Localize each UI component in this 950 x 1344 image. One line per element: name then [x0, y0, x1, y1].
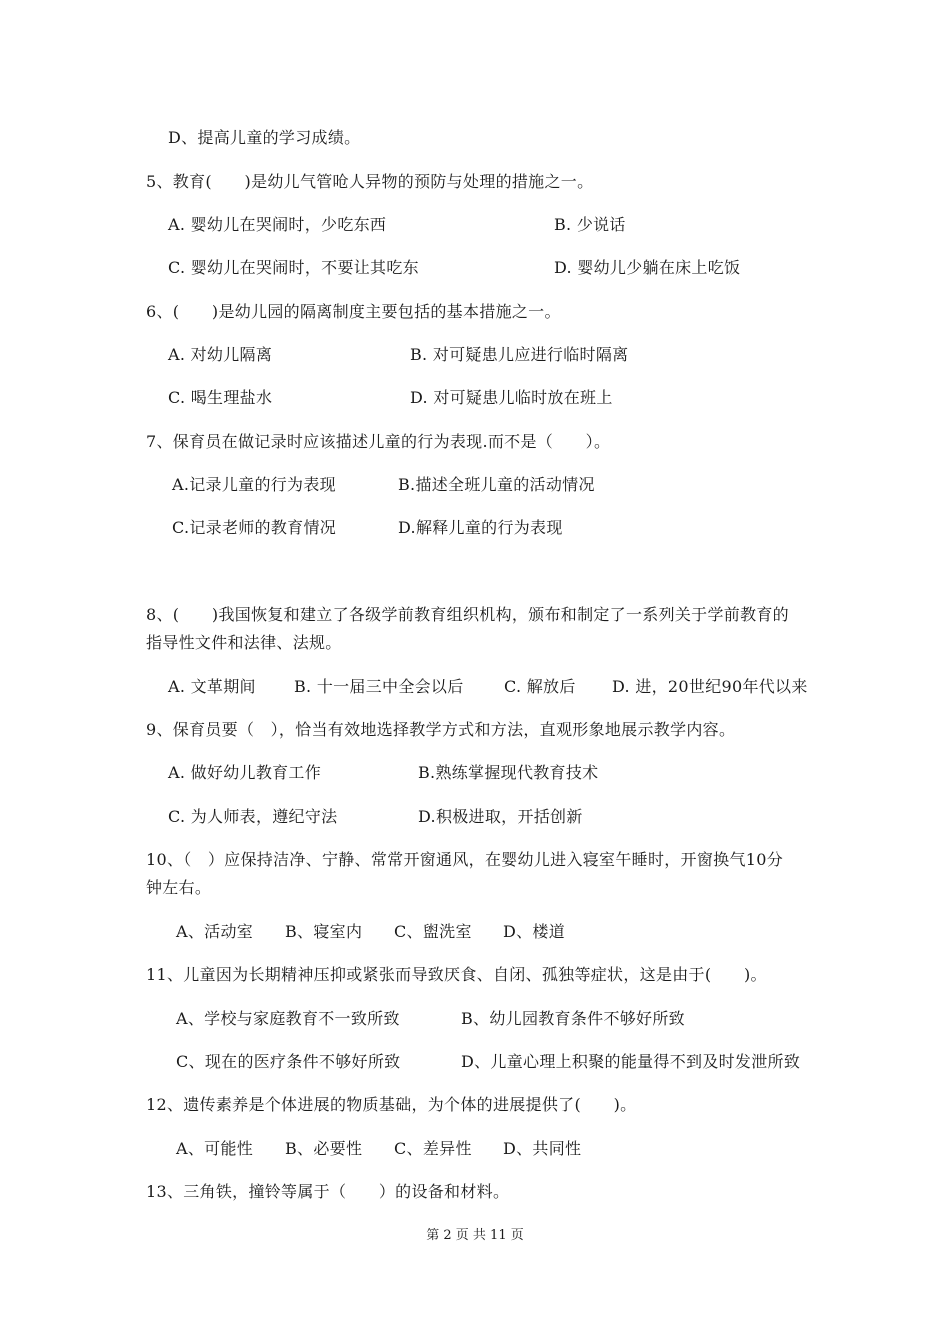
question-12: 12、遗传素养是个体进展的物质基础，为个体的进展提供了( )。: [146, 1095, 637, 1114]
question-6: 6、( )是幼儿园的隔离制度主要包括的基本措施之一。: [146, 302, 561, 321]
option-b-q6: B. 对可疑患儿应进行临时隔离: [410, 345, 629, 364]
option-a-q9: A. 做好幼儿教育工作: [168, 763, 322, 782]
option-a-q5: A. 婴幼儿在哭闹时，少吃东西: [168, 215, 387, 234]
option-b-q7: B.描述全班儿童的活动情况: [398, 475, 595, 494]
question-10-line-1: 10、（ ）应保持洁净、宁静、常常开窗通风，在婴幼儿进入寝室午睡时，开窗换气10分: [146, 850, 784, 869]
option-d-q7: D.解释儿童的行为表现: [398, 518, 563, 537]
option-d-q9: D.积极进取，开括创新: [418, 807, 583, 826]
option-a-q7: A.记录儿童的行为表现: [172, 475, 336, 494]
option-b-q5: B. 少说话: [554, 215, 626, 234]
option-c-q12: C、差异性: [394, 1139, 472, 1158]
option-d-q6: D. 对可疑患儿临时放在班上: [410, 388, 613, 407]
question-13: 13、三角铁，撞铃等属于（ ）的设备和材料。: [146, 1182, 510, 1201]
page-number-footer: 第 2 页 共 11 页: [426, 1228, 524, 1243]
option-d-q5: D. 婴幼儿少躺在床上吃饭: [554, 258, 741, 277]
option-a-q11: A、学校与家庭教育不一致所致: [176, 1009, 400, 1028]
option-c-q10: C、盥洗室: [394, 922, 472, 941]
question-11: 11、儿童因为长期精神压抑或紧张而导致厌食、自闭、孤独等症状，这是由于( )。: [146, 965, 767, 984]
option-c-q11: C、现在的医疗条件不够好所致: [176, 1052, 401, 1071]
option-d-q10: D、楼道: [503, 922, 566, 941]
question-8-line-1: 8、( )我国恢复和建立了各级学前教育组织机构，颁布和制定了一系列关于学前教育的: [146, 605, 789, 624]
option-a-q8: A. 文革期间: [168, 677, 256, 696]
option-c-q7: C.记录老师的教育情况: [172, 518, 337, 537]
option-a-q10: A、活动室: [176, 922, 254, 941]
option-b-q9: B.熟练掌握现代教育技术: [418, 763, 599, 782]
option-d-q8: D. 进，20世纪90年代以来: [612, 677, 808, 696]
option-b-q8: B. 十一届三中全会以后: [294, 677, 464, 696]
option-c-q6: C. 喝生理盐水: [168, 388, 273, 407]
option-d-q4: D、提高儿童的学习成绩。: [168, 128, 361, 147]
option-b-q12: B、必要性: [285, 1139, 363, 1158]
option-b-q10: B、寝室内: [285, 922, 363, 941]
option-b-q11: B、幼儿园教育条件不够好所致: [461, 1009, 685, 1028]
option-a-q6: A. 对幼儿隔离: [168, 345, 273, 364]
question-9: 9、保育员要（ ），恰当有效地选择教学方式和方法，直观形象地展示教学内容。: [146, 720, 736, 739]
question-7: 7、保育员在做记录时应该描述儿童的行为表现.而不是（ ）。: [146, 432, 611, 451]
option-d-q11: D、儿童心理上积聚的能量得不到及时发泄所致: [461, 1052, 801, 1071]
option-c-q8: C. 解放后: [504, 677, 576, 696]
option-c-q9: C. 为人师表，遵纪守法: [168, 807, 338, 826]
option-c-q5: C. 婴幼儿在哭闹时，不要让其吃东: [168, 258, 419, 277]
question-10-line-2: 钟左右。: [146, 878, 212, 897]
question-8-line-2: 指导性文件和法律、法规。: [146, 633, 342, 652]
option-d-q12: D、共同性: [503, 1139, 582, 1158]
option-a-q12: A、可能性: [176, 1139, 254, 1158]
question-5: 5、教育( )是幼儿气管呛人异物的预防与处理的措施之一。: [146, 172, 594, 191]
